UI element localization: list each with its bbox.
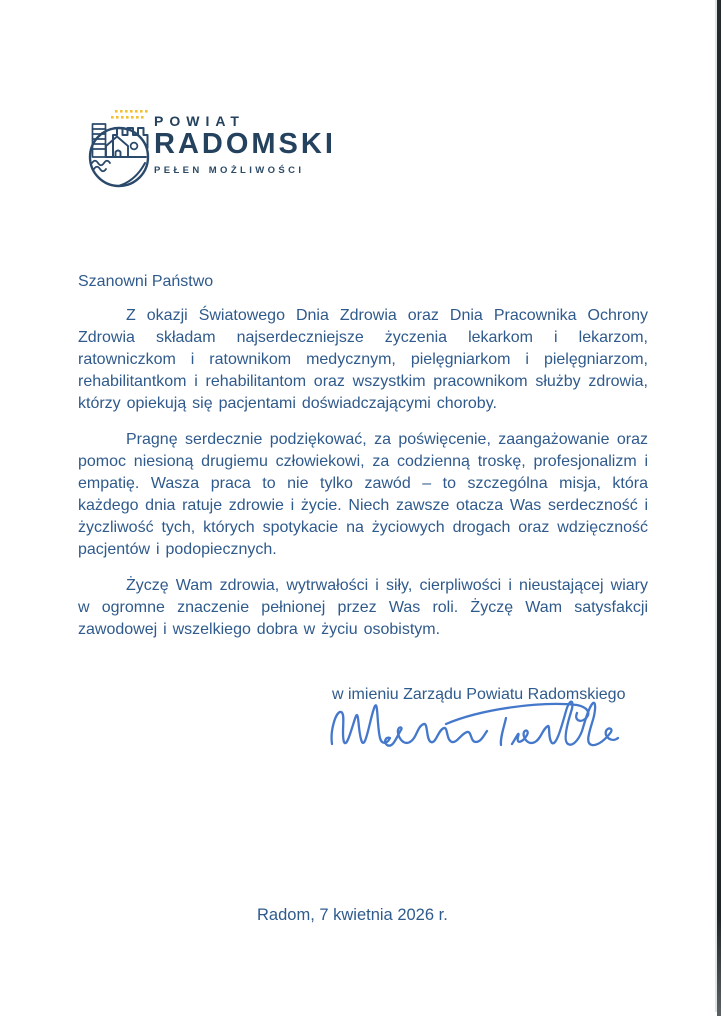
logo-line-powiat: POWIAT — [154, 113, 245, 129]
dateline: Radom, 7 kwietnia 2026 r. — [257, 906, 448, 924]
logo-tagline: PEŁEN MOŻLIWOŚCI — [154, 165, 305, 176]
logo-yellow-dots — [111, 110, 148, 119]
scan-edge-shadow — [717, 0, 721, 1016]
salutation: Szanowni Państwo — [78, 273, 214, 290]
castle-emblem-icon — [84, 102, 154, 197]
signature-ink-icon — [326, 698, 620, 768]
handwritten-signature — [326, 698, 620, 773]
signoff-line: w imieniu Zarządu Powiatu Radomskiego — [332, 686, 626, 703]
logo-line-radomski: RADOMSKI — [154, 128, 336, 160]
logo-wordmark — [154, 114, 336, 176]
letter-body — [78, 271, 648, 655]
paragraph-3: Życzę Wam zdrowia, wytrwałości i siły, cierpliwości i nieustającej wiary w ogromne znaczenie pełnionej przez Was roli. Życzę Wam satysfakcji zawodowej i wszelkiego dobra w życiu osobistym. — [78, 577, 648, 638]
paragraph-2: Pragnę serdecznie podziękować, za poświęcenie, zaangażowanie oraz pomoc niesioną drugiemu człowiekowi, za codzienną troskę, profesjonalizm i empatię. Wasza praca to nie tylko zawód – to szczególna misja, która każdego dnia ratuje zdrowie i życie. Niech zawsze otacza Was serdeczność i życzliwość tych, których spotykacie na życiowych drogach oraz wdzięczność pacjentów i podopiecznych. — [78, 431, 648, 558]
paragraph-1: Z okazji Światowego Dnia Zdrowia oraz Dnia Pracownika Ochrony Zdrowia składam najserdeczniejsze życzenia lekarkom i lekarzom, ratowniczkom i ratownikom medycznym, pielęgniarkom i pielęgniarzom, rehabilitantkom i rehabilitantom oraz wszystkim pracownikom służby zdrowia, którzy opiekują się pacjentami doświadczającymi choroby. — [78, 307, 648, 412]
